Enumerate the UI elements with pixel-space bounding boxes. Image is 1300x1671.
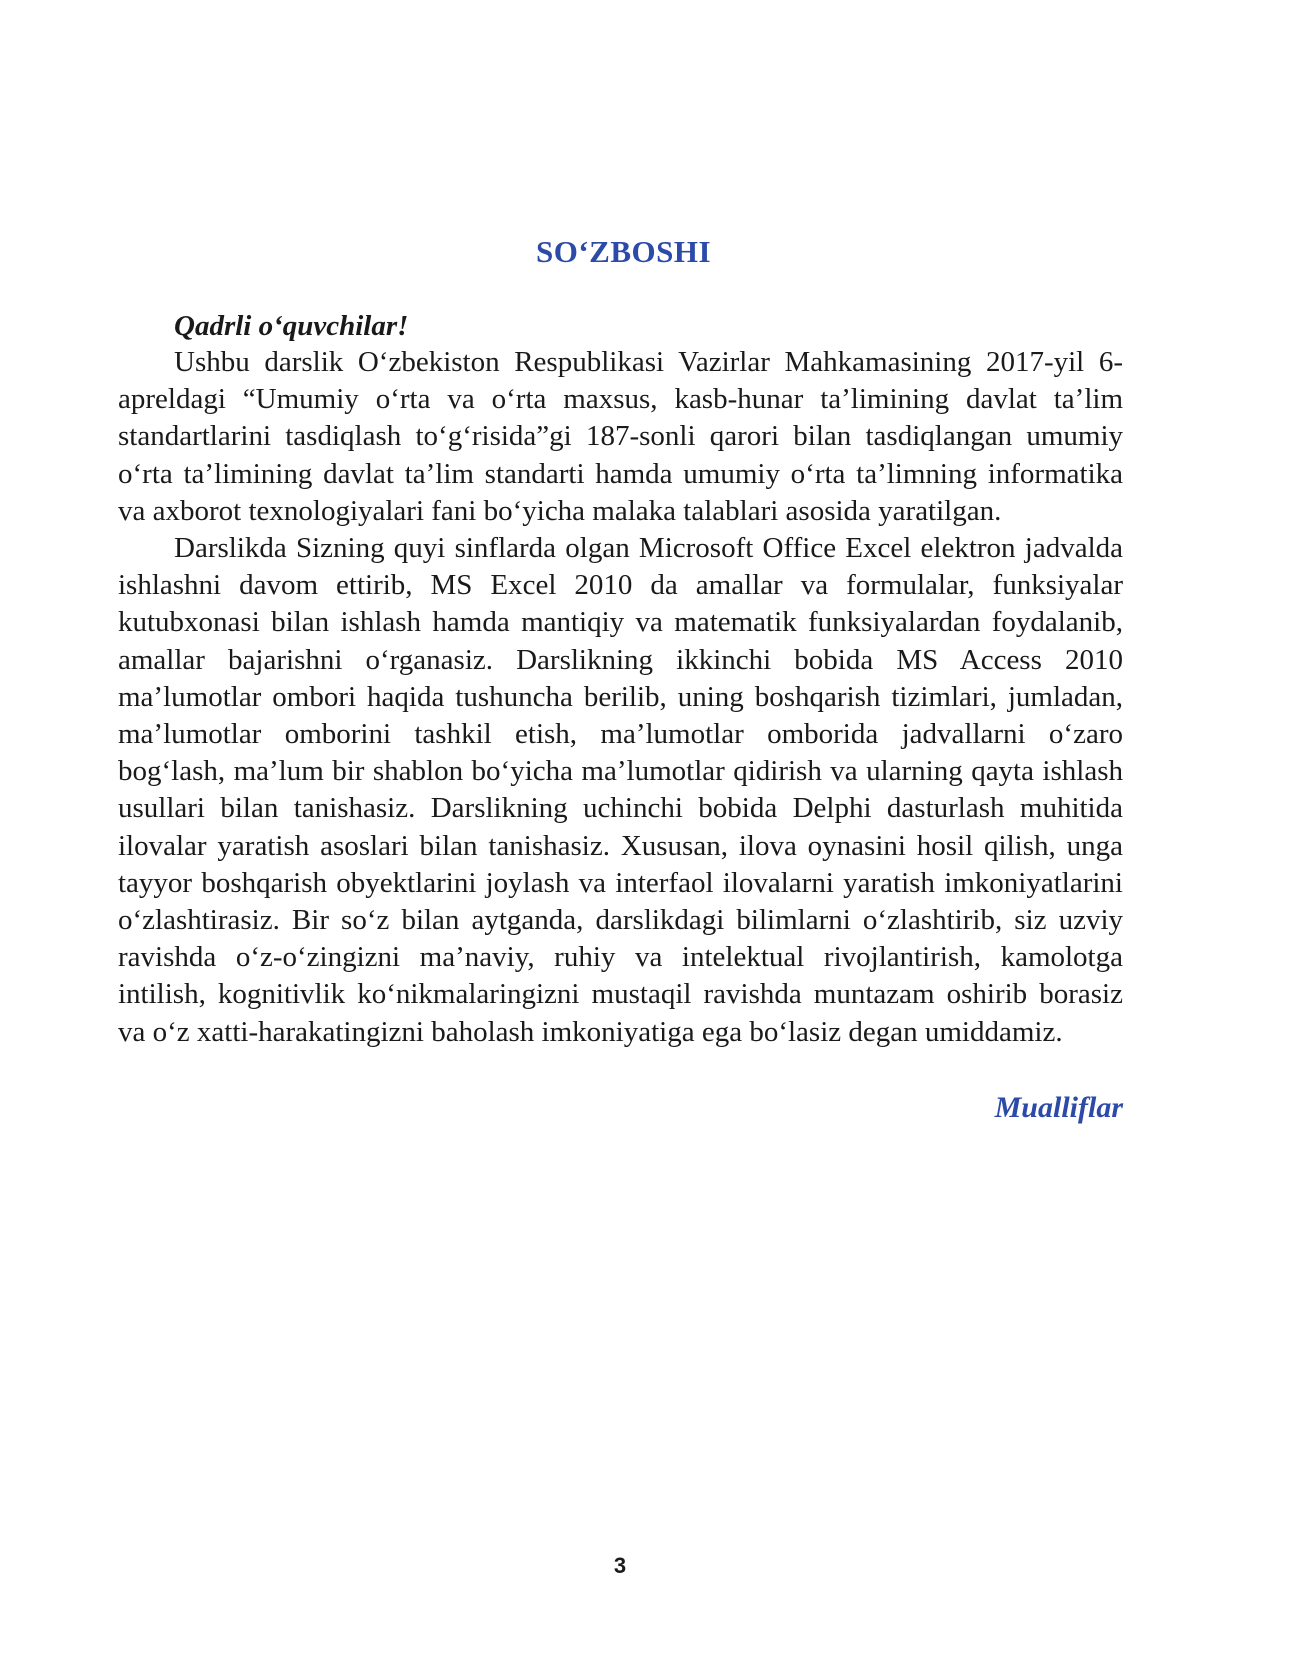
page-title: SO‘ZBOSHI — [535, 234, 712, 269]
paragraph-intro: Ushbu darslik O‘zbekiston Respublikasi Vazirlar Mahkamasining 2017-yil 6-apreldagi “Umumiy o‘rta va o‘rta maxsus, kasb-hunar ta’limining davlat ta’lim standartlarini tasdiqlash to‘g‘risida”gi 187-sonli qarori bilan tasdiqlangan umumiy o‘rta ta’limining davlat ta’lim standarti hamda umumiy o‘rta ta’limning informatika va axborot texnologiyalari fani bo‘yicha malaka talablari asosida yaratilgan. — [118, 346, 1123, 527]
greeting: Qadrli o‘quvchilar! — [174, 310, 409, 342]
page-body — [118, 232, 1123, 1127]
page-number: 3 — [613, 1553, 627, 1578]
paragraph-content: Darslikda Sizning quyi sinflarda olgan Microsoft Office Excel elektron jadvalda ishlashni davom ettirib, MS Excel 2010 da amallar va formulalar, funksiyalar kutubxonasi bilan ishlash hamda mantiqiy va matematik funksiyalardan foydalanib, amallar bajarishni o‘rganasiz. Darslikning ikkinchi bobida MS Access 2010 ma’lumotlar ombori haqida tushuncha berilib, uning boshqarish tizimlari, jumladan, ma’lumotlar omborini tashkil etish, ma’lumotlar omborida jadvallarni o‘zaro bog‘lash, ma’lum bir shablon bo‘yicha ma’lumotlar qidirish va ularning qayta ishlash usullari bilan tanishasiz. Darslikning uchinchi bobida Delphi dasturlash muhitida ilovalar yaratish asoslari bilan tanishasiz. Xususan, ilova oynasini hosil qilish, unga tayyor boshqarish obyektlarini joylash va interfaol ilovalarni yaratish imkoniyatlarini o‘zlashtirasiz. Bir so‘z bilan aytganda, darslikdagi bilimlarni o‘zlashtirib, siz uzviy ravishda o‘z-o‘zingizni ma’naviy, ruhiy va intelektual rivojlantirish, kamolotga intilish, kognitivlik ko‘nikmalaringizni mustaqil ravishda muntazam oshirib borasiz va o‘z xatti-harakatingizni baholash imkoniyatiga ega bo‘lasiz degan umiddamiz. — [118, 532, 1123, 1048]
signature: Mualliflar — [994, 1090, 1123, 1124]
